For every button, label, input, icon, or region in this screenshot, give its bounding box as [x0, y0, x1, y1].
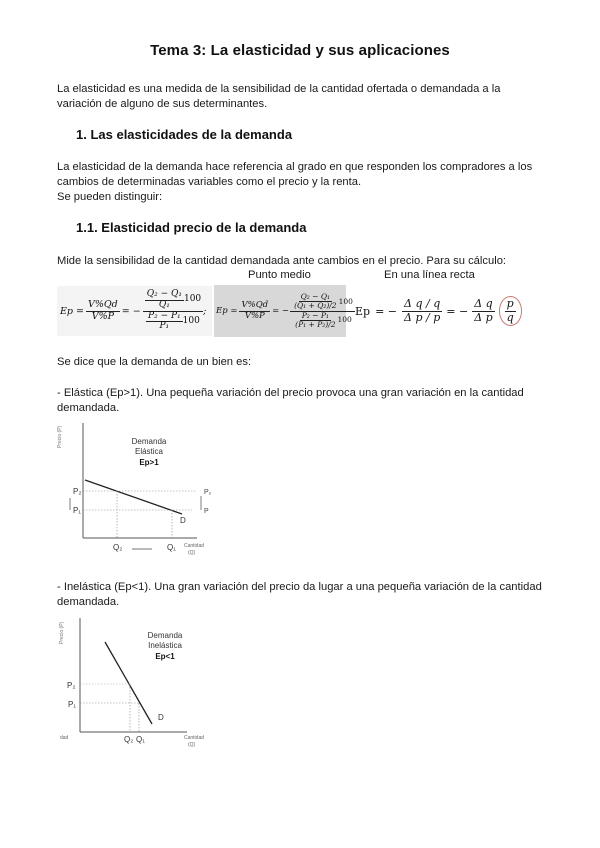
elastic-line-1: - Elástica (Ep>1). Una pequeña variación del precio provoca una gran variación en la cantidad	[57, 387, 524, 399]
formula-straight-line: Ep = − $\frac{\text{Δ q / q}}{\text{Δ p / p}}$ = − $\frac{\text{Δ q}}{\text{Δ p}}$ $\frac{p}{q}$	[350, 286, 530, 336]
svg-text:Cantidad: Cantidad	[184, 543, 205, 549]
svg-text:P₂: P₂	[204, 489, 212, 496]
svg-text:P₂: P₂	[73, 487, 82, 496]
section-heading-1-1: 1.1. Elasticidad precio de la demanda	[76, 220, 307, 235]
inelastic-line-1: - Inelástica (Ep<1). Una gran variación del precio da lugar a una pequeña variación de la cantidad	[57, 581, 542, 593]
section1-line-1: La elasticidad de la demanda hace referencia al grado en que responden los compradores a los	[57, 161, 533, 173]
inelastic-line-2: demandada.	[57, 596, 120, 608]
svg-text:Cantidad: Cantidad	[184, 735, 205, 741]
svg-text:Ep>1: Ep>1	[139, 458, 159, 467]
svg-text:Inelástica: Inelástica	[148, 641, 182, 650]
inelastic-demand-figure	[57, 612, 217, 747]
elastic-line-2: demandada.	[57, 402, 120, 414]
intro-line-2: variación de alguno de sus determinantes.	[57, 98, 268, 110]
formula-lhs: Ep =	[60, 305, 84, 317]
elastic-demand-figure	[57, 418, 217, 558]
svg-text:(Q): (Q)	[188, 742, 196, 747]
svg-text:Demanda: Demanda	[147, 631, 183, 640]
svg-text:P₁: P₁	[68, 700, 77, 709]
section1-line-3: Se pueden distinguir:	[57, 191, 163, 203]
section1-line-2: cambios de determinadas variables como el precio y la renta.	[57, 176, 362, 188]
demand-intro: Se dice que la demanda de un bien es:	[57, 356, 252, 368]
svg-text:D: D	[180, 516, 186, 525]
page-title: Tema 3: La elasticidad y sus aplicaciones	[150, 42, 450, 59]
svg-text:Precio (P): Precio (P)	[59, 621, 65, 644]
svg-text:Q₂: Q₂	[113, 543, 123, 552]
section-heading-1: 1. Las elasticidades de la demanda	[76, 127, 293, 142]
svg-text:Demanda: Demanda	[131, 437, 167, 446]
svg-text:Q₁: Q₁	[136, 735, 145, 744]
svg-text:(Q): (Q)	[188, 550, 196, 556]
intro-line-1: La elasticidad es una medida de la sensibilidad de la cantidad ofertada o demandada a la	[57, 83, 501, 95]
section11-paragraph: Mide la sensibilidad de la cantidad demandada ante cambios en el precio. Para su cálculo:	[57, 255, 507, 267]
formula-basic: Ep = $\frac{V\%Qd}{V\%P}$ = − $\frac{\text{Q₂ − Q₁}}{\text{Q₁}}$ 100 $\frac{\text{P₂ − P₁}}{\text{P₁}}$ 100 ;	[57, 286, 212, 336]
svg-text:Ep<1: Ep<1	[155, 652, 175, 661]
svg-text:Elástica: Elástica	[134, 447, 164, 456]
svg-text:P₁: P₁	[73, 506, 82, 515]
formula-midpoint: Ep = $\frac{V\%Qd}{V\%P}$ = − $\frac{\text{Q₂ − Q₁}}{\text{(Q₁ + Q₂)/2}}$ 100 $\frac{\text{P₂ − P₁}}{\text{(P₁ + P₂)/2}}$ 100	[214, 285, 346, 337]
label-straight-line: En una línea recta	[384, 269, 475, 281]
svg-text:Precio (P): Precio (P)	[57, 425, 63, 448]
svg-text:P: P	[204, 508, 209, 515]
svg-text:D: D	[158, 713, 164, 722]
svg-text:P₂: P₂	[67, 681, 76, 690]
svg-text:dad: dad	[60, 735, 69, 741]
svg-text:Q₁: Q₁	[167, 543, 176, 552]
label-midpoint: Punto medio	[248, 269, 311, 281]
circled-ratio: $\frac{p}{q}$	[499, 296, 522, 325]
svg-text:Q₂: Q₂	[124, 735, 134, 744]
